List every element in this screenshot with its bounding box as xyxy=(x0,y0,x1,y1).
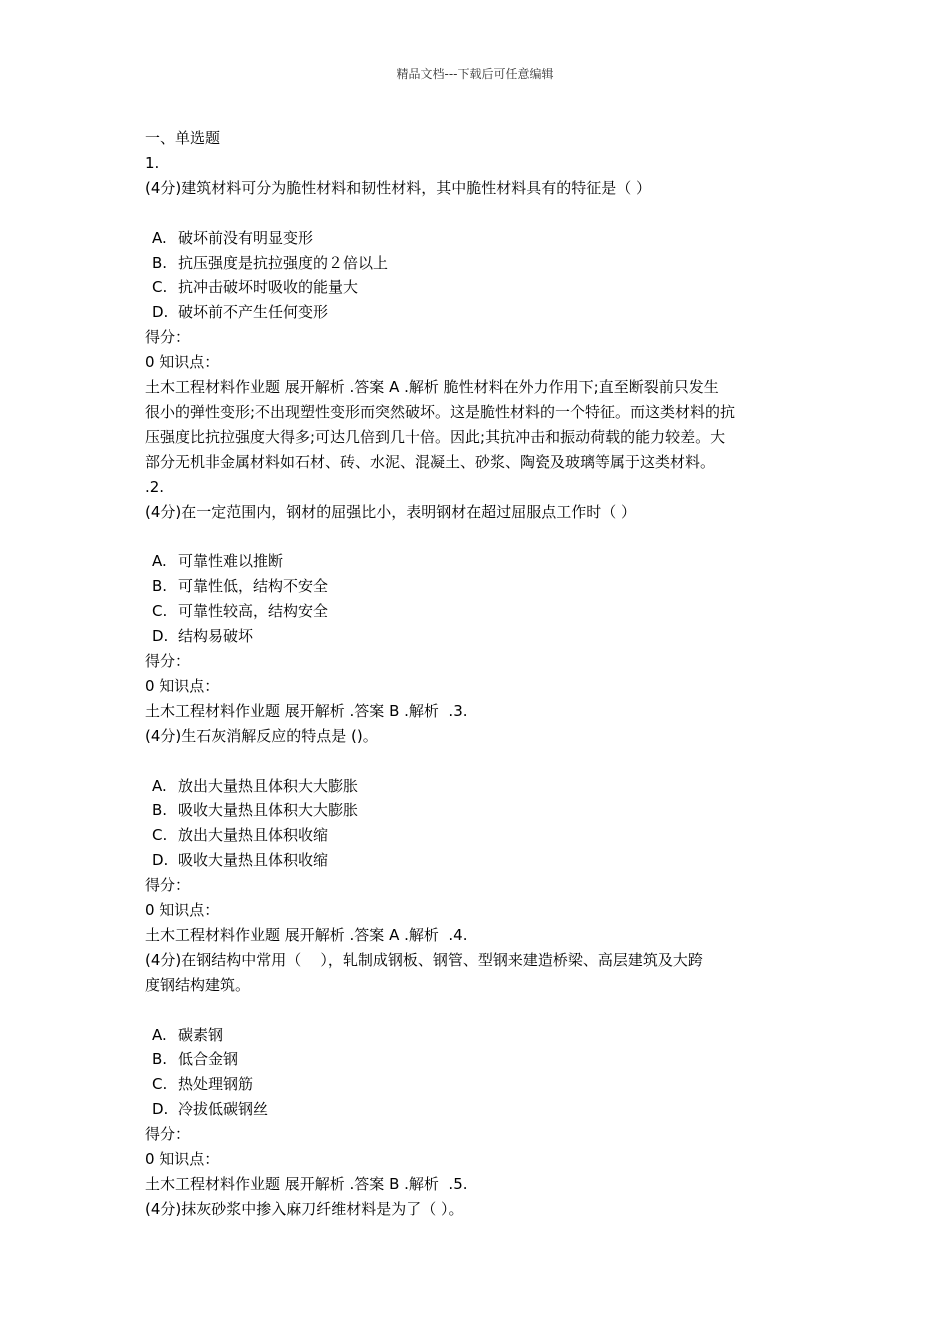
option-b xyxy=(145,798,815,823)
option-d xyxy=(145,1097,815,1122)
analysis-line: 土木工程材料作业题 展开解析 .答案 B .解析 .5. xyxy=(145,1175,468,1193)
score-label: 得分： xyxy=(145,328,191,347)
option-key: B. xyxy=(152,1050,168,1069)
option-text: 可靠性低，结构不安全 xyxy=(178,577,329,596)
question-stem: (4分)抹灰砂浆中掺入麻刀纤维材料是为了（ ）。 xyxy=(145,1199,464,1218)
option-text: 可靠性难以推断 xyxy=(178,552,284,571)
option-key: A. xyxy=(152,776,167,795)
question-5 xyxy=(145,1197,815,1222)
option-key: A. xyxy=(152,228,167,247)
knowledge-point: 0 知识点： xyxy=(145,1150,220,1169)
question-number: .2. xyxy=(145,477,165,496)
option-a xyxy=(145,1023,815,1048)
document-body xyxy=(145,126,815,1222)
option-key: A. xyxy=(152,1025,167,1044)
question-stem: 度钢结构建筑。 xyxy=(145,975,251,994)
question-number: 1. xyxy=(145,153,160,172)
option-b xyxy=(145,1047,815,1072)
option-text: 吸收大量热且体积大大膨胀 xyxy=(178,801,359,820)
option-key: D. xyxy=(152,303,169,322)
knowledge-point: 0 知识点： xyxy=(145,353,220,372)
option-key: D. xyxy=(152,851,169,870)
page-header: 精品文档---下载后可任意编辑 xyxy=(396,67,554,81)
question-4 xyxy=(145,948,815,1197)
score-label: 得分： xyxy=(145,652,191,670)
analysis-line: 土木工程材料作业题 展开解析 .答案 A .解析 .4. xyxy=(145,925,468,944)
question-2 xyxy=(145,500,815,724)
option-b xyxy=(145,251,815,276)
spacer xyxy=(145,998,815,1023)
analysis-line: 很小的弹性变形;不出现塑性变形而突然破坏。这是脆性材料的一个特征。而这类材料的抗 xyxy=(145,402,736,421)
option-c xyxy=(145,823,815,848)
option-a xyxy=(145,226,815,251)
option-a xyxy=(145,774,815,799)
option-text: 吸收大量热且体积收缩 xyxy=(178,851,329,870)
option-text: 冷拔低碳钢丝 xyxy=(178,1100,269,1119)
question-1 xyxy=(145,151,815,500)
option-text: 放出大量热且体积收缩 xyxy=(178,826,329,845)
knowledge-point: 0 知识点： xyxy=(145,901,220,920)
option-key: C. xyxy=(152,826,168,845)
question-3 xyxy=(145,724,815,948)
option-text: 抗压强度是抗拉强度的２倍以上 xyxy=(178,253,389,272)
question-stem: (4分)在一定范围内，钢材的屈强比小，表明钢材在超过屈服点工作时（ ） xyxy=(145,502,637,521)
option-key: C. xyxy=(152,1075,168,1094)
option-text: 放出大量热且体积大大膨胀 xyxy=(178,776,359,795)
option-text: 抗冲击破坏时吸收的能量大 xyxy=(178,278,359,297)
question-stem: (4分)生石灰消解反应的特点是 ()。 xyxy=(145,726,378,745)
option-key: C. xyxy=(152,602,168,621)
option-c xyxy=(145,1072,815,1097)
spacer xyxy=(145,749,815,774)
option-d xyxy=(145,624,815,649)
option-key: B. xyxy=(152,801,168,820)
analysis-line: 压强度比抗拉强度大得多;可达几倍到几十倍。因此;其抗冲击和振动荷载的能力较差。大 xyxy=(145,427,726,446)
option-text: 碳素钢 xyxy=(178,1025,224,1044)
analysis-line: 土木工程材料作业题 展开解析 .答案 A .解析 脆性材料在外力作用下;直至断裂前只发生 xyxy=(145,378,719,397)
score-label: 得分： xyxy=(145,876,191,895)
option-c xyxy=(145,275,815,300)
option-text: 破坏前不产生任何变形 xyxy=(178,303,329,322)
option-text: 可靠性较高，结构安全 xyxy=(178,602,329,621)
option-d xyxy=(145,300,815,325)
option-text: 结构易破坏 xyxy=(178,627,254,646)
analysis-line: 部分无机非金属材料如石材、砖、水泥、混凝土、砂浆、陶瓷及玻璃等属于这类材料。 xyxy=(145,452,716,471)
option-text: 破坏前没有明显变形 xyxy=(178,228,314,247)
option-key: C. xyxy=(152,278,168,297)
option-text: 低合金钢 xyxy=(178,1050,239,1069)
option-text: 热处理钢筋 xyxy=(178,1075,254,1094)
analysis-line: 土木工程材料作业题 展开解析 .答案 B .解析 .3. xyxy=(145,701,468,720)
option-key: B. xyxy=(152,577,168,596)
option-key: B. xyxy=(152,253,168,272)
option-b xyxy=(145,574,815,599)
option-d xyxy=(145,848,815,873)
question-stem: (4分)在钢结构中常用（ ），轧制成钢板、钢管、型钢来建造桥梁、高层建筑及大跨 xyxy=(145,950,703,969)
score-label: 得分： xyxy=(145,1125,191,1144)
option-key: D. xyxy=(152,627,169,646)
option-a xyxy=(145,549,815,574)
spacer xyxy=(145,524,815,549)
option-key: D. xyxy=(152,1100,169,1119)
option-c xyxy=(145,599,815,624)
option-key: A. xyxy=(152,552,167,571)
spacer xyxy=(145,201,815,226)
section-title: 一、单选题 xyxy=(145,129,221,147)
knowledge-point: 0 知识点： xyxy=(145,676,220,695)
question-stem: (4分)建筑材料可分为脆性材料和韧性材料，其中脆性材料具有的特征是（ ） xyxy=(145,178,652,197)
